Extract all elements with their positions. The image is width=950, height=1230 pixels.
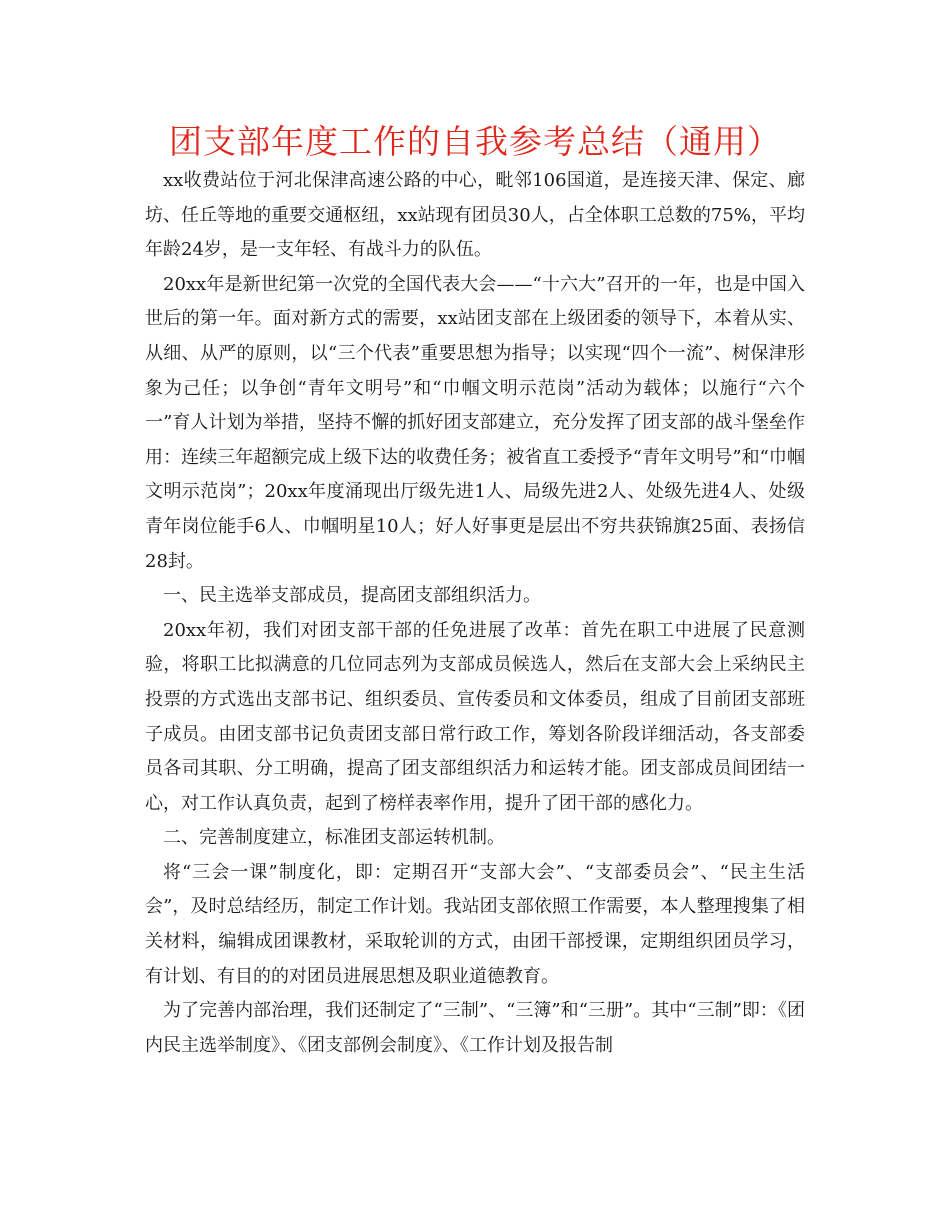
section-heading-1: 一、民主选举支部成员，提高团支部组织活力。 bbox=[163, 585, 541, 607]
paragraph-overview: 20xx年是新世纪第一次党的全国代表大会——“十六大”召开的一年，也是中国入世后的第一年。面对新方式的需要，xx站团支部在上级团委的领导下，本着从实、从细、从严的原则，以“三个代表”重要思想为指导；以实现“四个一流”、树保津形象为己任；以争创“青年文明号”和“巾帼文明示范岗”活动为载体；以施行“六个一”育人计划为举措，坚持不懈的抓好团支部建立，充分发挥了团支部的战斗堡垒作用：连续三年超额完成上级下达的收费任务；被省直工委授予“青年文明号”和“巾帼文明示范岗”；20xx年度涌现出厅级先进1人、局级先进2人、处级先进4人、处级青年岗位能手6人、巾帼明星10人；好人好事更是层出不穷共获锦旗25面、表扬信28封。 bbox=[145, 273, 805, 572]
document-body bbox=[145, 164, 805, 1063]
document-title: 团支部年度工作的自我参考总结（通用） bbox=[169, 122, 781, 161]
paragraph-management: 为了完善内部治理，我们还制定了“三制”、“三簿”和“三册”。其中“三制”即：《团内民主选举制度》、《团支部例会制度》、《工作计划及报告制 bbox=[145, 1000, 805, 1056]
paragraph-intro: xx收费站位于河北保津高速公路的中心，毗邻106国道，是连接天津、保定、廊坊、任丘等地的重要交通枢纽，xx站现有团员30人，占全体职工总数的75%，平均年龄24岁，是一支年轻、有战斗力的队伍。 bbox=[145, 170, 805, 261]
paragraph-section-1: 20xx年初，我们对团支部干部的任免进展了改革：首先在职工中进展了民意测验，将职工比拟满意的几位同志列为支部成员候选人，然后在支部大会上采纳民主投票的方式选出支部书记、组织委员、宣传委员和文体委员，组成了目前团支部班子成员。由团支部书记负责团支部日常行政工作，筹划各阶段详细活动，各支部委员各司其职、分工明确，提高了团支部组织活力和运转才能。团支部成员间团结一心，对工作认真负责，起到了榜样表率作用，提升了团干部的感化力。 bbox=[145, 619, 805, 814]
paragraph-section-2: 将“三会一课”制度化，即：定期召开“支部大会”、“支部委员会”、“民主生活会”，及时总结经历，制定工作计划。我站团支部依照工作需要，本人整理搜集了相关材料，编辑成团课教材，采取轮训的方式，由团干部授课，定期组织团员学习，有计划、有目的的对团员进展思想及职业道德教育。 bbox=[145, 861, 805, 987]
section-heading-2: 二、完善制度建立，标准团支部运转机制。 bbox=[163, 827, 505, 849]
